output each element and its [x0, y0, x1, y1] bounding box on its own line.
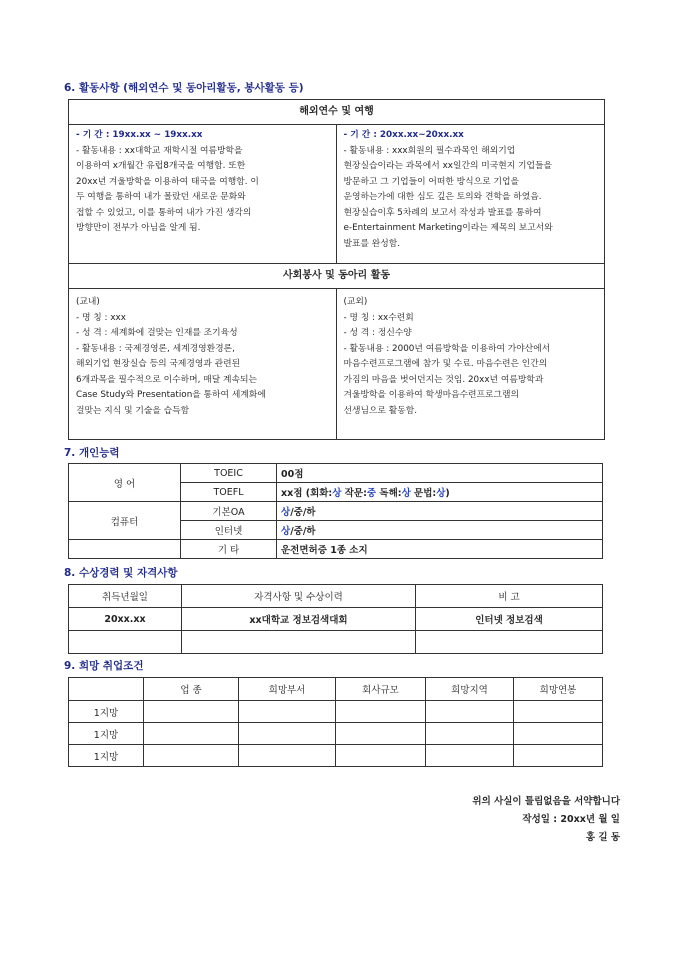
oath-line: 위의 사실이 틀림없음을 서약합니다 — [472, 796, 620, 807]
toeic-label: TOEIC — [181, 464, 277, 483]
job-conditions-table — [68, 677, 603, 767]
etc-value: 운전면허증 1종 소지 — [277, 540, 603, 559]
awards-table — [68, 584, 603, 654]
awards-header-note: 비 고 — [416, 585, 603, 608]
toeic-value: 00점 — [277, 464, 603, 483]
social-left: (교내) - 명 칭 : xxx - 성 격 : 세계화에 걸맞는 인재를 조기육성 - 활동내용 : 국제경영론, 세계경영환경론, 해외기업 현장실습 등의 국제경영과 관련된 6개과목을 필수적으로 이수하며, 매달 계속되는 Case Study와 Presentation을 통하여 세계화에 걸맞는 지식 및 기술을 습득함 — [69, 289, 337, 439]
signer-name: 홍 길 동 — [585, 832, 620, 843]
overseas-right-body: - 활동내용 : xxx회원의 필수과목인 해외기업 현장실습이라는 과목에서 xx일간의 미국현지 기업들을 방문하고 그 기업들이 어떠한 방식으로 기업을 운영하는가에 대한 심도 깊은 토의와 견학을 하였음. 현장실습이후 5차례의 보고서 작성과 발표를 통하여 e-Entertainment Marketing이라는 제목의 보고서와 발표를 완성함. — [343, 145, 553, 249]
oa-label: 기본OA — [181, 502, 277, 521]
overseas-right — [337, 125, 605, 263]
job-header: 희망지역 — [426, 678, 514, 701]
overseas-header: 해외연수 및 여행 — [69, 100, 604, 125]
job-header: 업 종 — [144, 678, 239, 701]
section7-title: 7. 개인능력 — [64, 447, 120, 459]
overseas-left-period: - 기 간 : 19xx.xx ~ 19xx.xx — [76, 130, 203, 140]
toefl-value: xx점 (회화:상 작문:중 독해:상 문법:상) — [277, 483, 603, 502]
computer-label: 컴퓨터 — [69, 502, 181, 540]
activities-box — [68, 99, 605, 440]
choice-label: 1지망 — [69, 723, 144, 745]
english-label: 영 어 — [69, 464, 181, 502]
social-right: (교외) - 명 칭 : xx수련회 - 성 격 : 정신수양 - 활동내용 : 2000년 여름방학을 이용하여 가야산에서 마음수련프로그램에 참가 및 수료. 마음수련은 인간의 가짐의 마음을 벗어던지는 것임. 20xx년 여름방학과 겨울방학을 이용하여 학생마음수련프로그램의 선생님으로 활동함. — [343, 297, 551, 416]
award-item: xx대학교 정보검색대회 — [182, 608, 416, 631]
oa-value: 상/중/하 — [277, 502, 603, 521]
award-note: 인터넷 정보검색 — [416, 608, 603, 631]
choice-label: 1지망 — [69, 701, 144, 723]
social-header: 사회봉사 및 동아리 활동 — [69, 264, 604, 289]
section8-title: 8. 수상경력 및 자격사항 — [64, 567, 178, 579]
skills-table — [68, 463, 603, 559]
job-header: 희망연봉 — [514, 678, 603, 701]
internet-label: 인터넷 — [181, 521, 277, 540]
etc-label: 기 타 — [181, 540, 277, 559]
toefl-label: TOEFL — [181, 483, 277, 502]
awards-header-item: 자격사항 및 수상이력 — [182, 585, 416, 608]
awards-header-date: 취득년월일 — [69, 585, 182, 608]
job-header: 회사규모 — [336, 678, 426, 701]
date-line: 작성일 : 20xx년 월 일 — [522, 814, 620, 825]
section9-title: 9. 희망 취업조건 — [64, 660, 144, 672]
overseas-right-period: - 기 간 : 20xx.xx~20xx.xx — [343, 130, 464, 140]
overseas-left — [69, 125, 337, 263]
award-date: 20xx.xx — [69, 608, 182, 631]
internet-value: 상/중/하 — [277, 521, 603, 540]
choice-label: 1지망 — [69, 745, 144, 767]
job-header: 희망부서 — [239, 678, 336, 701]
overseas-left-body: - 활동내용 : xx대학교 재학시절 여름방학을 이용하여 x개월간 유럽8개국을 여행함. 또한 20xx년 겨울방학을 이용하여 태국을 여행함. 이 두 여행을 통하여 내가 몰랐던 새로운 문화와 접할 수 있었고, 이를 통하여 내가 가진 생각의 방향만이 전부가 아님을 알게 됨. — [76, 145, 259, 233]
section6-title: 6. 활동사항 (해외연수 및 동아리활동, 봉사활동 등) — [64, 82, 304, 94]
